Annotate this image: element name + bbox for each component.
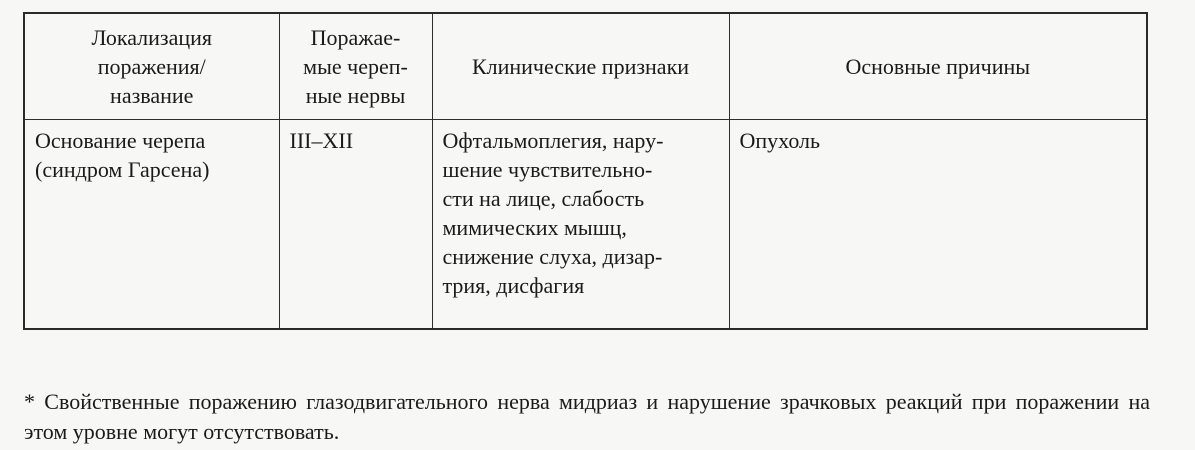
header-causes: Основные причины bbox=[729, 13, 1147, 120]
footnote: * Свойственные поражению глазодвигательного нерва мидриаз и нарушение зрачковых реакций при поражении на этом уровне могут отсутствовать. bbox=[24, 389, 1150, 444]
cell-causes: Опухоль bbox=[729, 120, 1147, 330]
header-clinical-signs: Клинические признаки bbox=[432, 13, 729, 120]
table-header bbox=[24, 13, 1147, 120]
cell-clinical-signs: Офтальмоплегия, нару- шение чувствительно- сти на лице, слабость мимических мышц, снижение слуха, дизар- трия, дисфагия bbox=[432, 120, 729, 330]
cell-localization: Основание черепа (синдром Гарсена) bbox=[24, 120, 279, 330]
syndrome-table bbox=[23, 12, 1148, 330]
table-row bbox=[24, 120, 1147, 330]
header-localization: Локализация поражения/ название bbox=[24, 13, 279, 120]
header-nerves: Поражае- мые череп- ные нервы bbox=[279, 13, 432, 120]
table-body bbox=[24, 120, 1147, 330]
cell-nerves: III–XII bbox=[279, 120, 432, 330]
header-row bbox=[24, 13, 1147, 120]
